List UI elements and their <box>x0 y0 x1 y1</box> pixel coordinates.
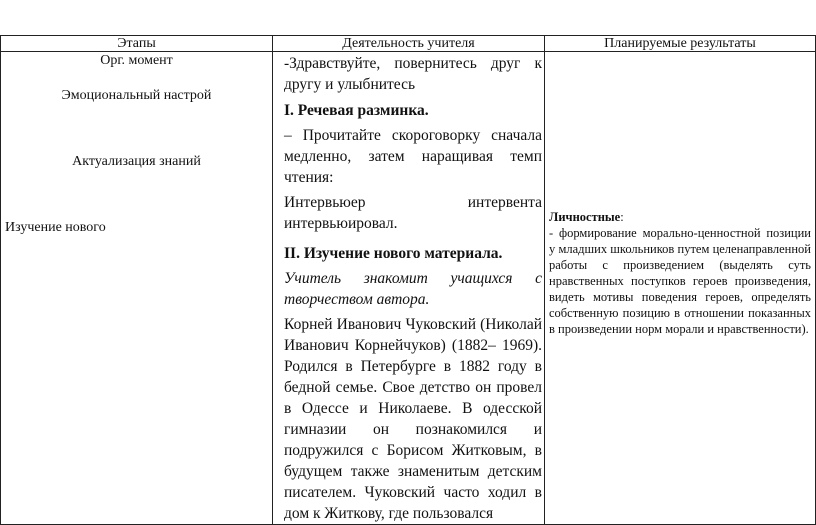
personal-results-label: Личностные <box>549 210 621 224</box>
stage-new-material: Изучение нового <box>5 220 106 235</box>
label-colon: : <box>620 210 624 224</box>
teacher-activity-cell <box>273 52 545 525</box>
stages-cell <box>1 52 273 525</box>
stage-emotional: Эмоциональный настрой <box>61 88 212 103</box>
header-stages: Этапы <box>1 36 273 52</box>
biography-text: Корней Иванович Чуковский (Николай Иванович Корнейчуков) (1882– 1969). Родился в Петербурге в 1882 году в бедной семье. Свое детство он провел в Одессе и Николаеве. В одесской гимназии он познакомился и подружился с Борисом Житковым, в будущем также знаменитым детским писателем. Чуковский часто ходил в дом к Житкову, где пользовался <box>284 316 542 522</box>
warmup-task-text: – Прочитайте скороговорку сначала медленно, затем наращивая темп чтения: <box>284 127 542 186</box>
personal-results-block <box>549 209 811 337</box>
planned-results-cell <box>545 52 816 525</box>
new-material-intro: Учитель знакомит учащихся с творчеством автора. <box>284 270 542 308</box>
header-planned-results: Планируемые результаты <box>545 36 816 52</box>
greeting-text: -Здравствуйте, повернитесь друг к другу и улыбнитесь <box>284 55 542 93</box>
table-header-row <box>1 36 816 52</box>
lesson-plan-table <box>0 35 816 525</box>
stage-org: Орг. момент <box>100 53 173 68</box>
new-material-heading: II. Изучение нового материала. <box>284 245 503 262</box>
table-row <box>1 52 816 525</box>
stage-actualization: Актуализация знаний <box>72 154 201 169</box>
personal-results-text: - формирование морально-ценностной позиции у младших школьников путем целенаправленной работы с произведением (выделять суть нравственных поступков героев произведения, видеть мотивы поведения героев, определять собственную позицию в отношении показанных в произведении норм морали и нравственности). <box>549 226 811 336</box>
warmup-heading: I. Речевая разминка. <box>284 102 429 119</box>
tongue-twister-text: Интервьюер интервента интервьюировал. <box>284 194 542 232</box>
header-teacher-activity: Деятельность учителя <box>273 36 545 52</box>
